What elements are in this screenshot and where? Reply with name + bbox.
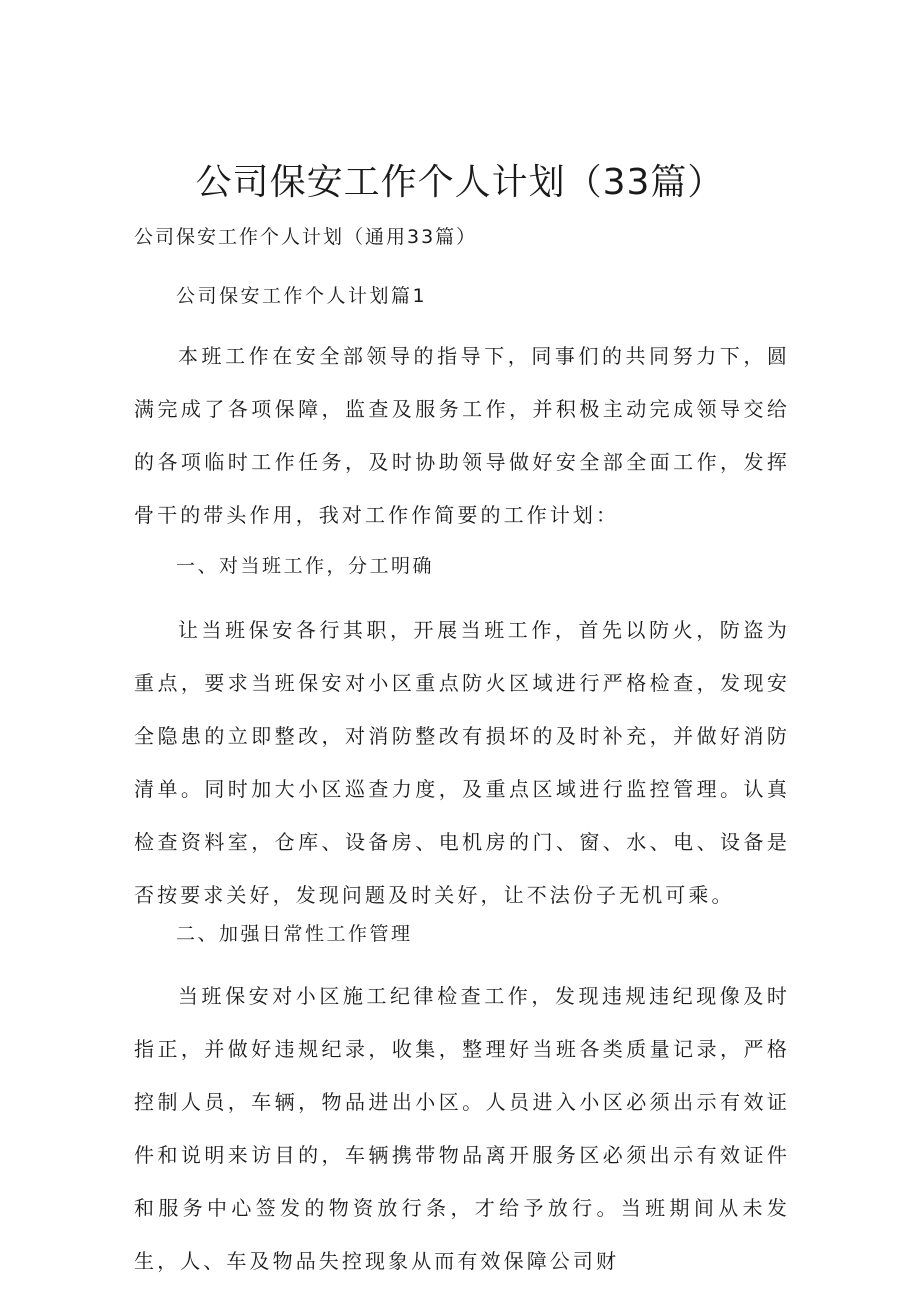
intro-paragraph: 本班工作在安全部领导的指导下，同事们的共同努力下，圆满完成了各项保障，监查及服务工作，并积极主动完成领导交给的各项临时工作任务，及时协助领导做好安全部全面工作，发挥骨干的带头作用，我对工作作简要的工作计划： [134,344,790,527]
section-title: 公司保安工作个人计划篇1 [176,285,428,307]
paragraph-division-of-work: 让当班保安各行其职，开展当班工作，首先以防火，防盗为重点，要求当班保安对小区重点防火区域进行严格检查，发现安全隐患的立即整改，对消防整改有损坏的及时补充，并做好消防清单。同时加大小区巡查力度，及重点区域进行监控管理。认真检查资料室，仓库、设备房、电机房的门、窗、水、电、设备是否按要求关好，发现问题及时关好，让不法份子无机可乘。 [134,618,790,907]
heading-division-of-work: 一、对当班工作，分工明确 [176,555,435,577]
heading-daily-management: 二、加强日常性工作管理 [176,923,413,945]
document-subtitle: 公司保安工作个人计划（通用33篇） [134,226,478,248]
document-title: 公司保安工作个人计划（33篇） [195,162,725,203]
paragraph-daily-management: 当班保安对小区施工纪律检查工作，发现违规违纪现像及时指正，并做好违规纪录，收集，整理好当班各类质量记录，严格控制人员，车辆，物品进出小区。人员进入小区必须出示有效证件和说明来访目的，车辆携带物品离开服务区必须出示有效证件和服务中心签发的物资放行条，才给予放行。当班期间从未发生，人、车及物品失控现象从而有效保障公司财 [134,984,790,1273]
